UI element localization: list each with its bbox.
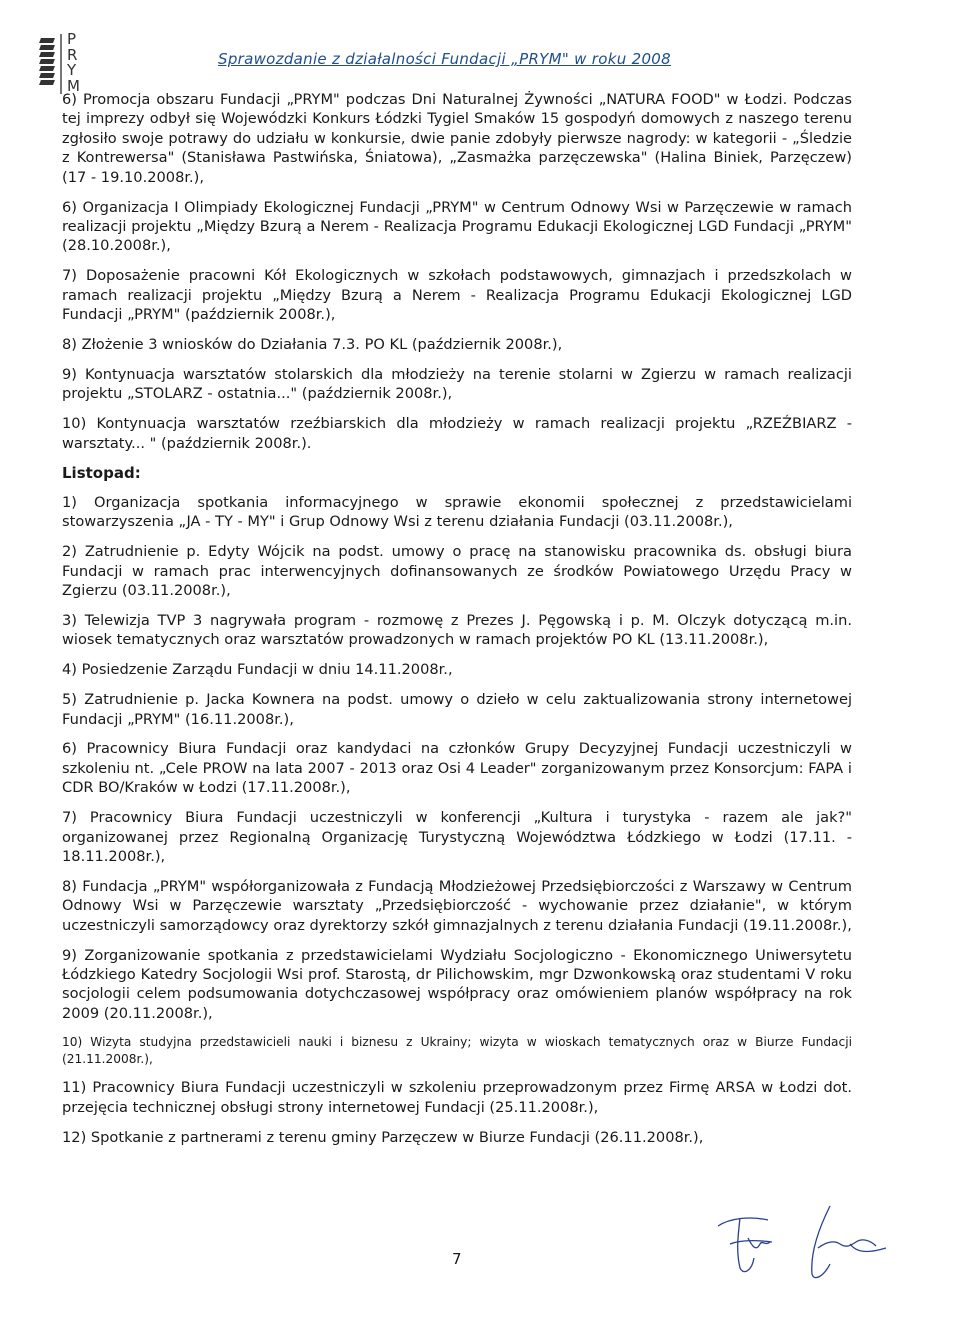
paragraph: 7) Doposażenie pracowni Kół Ekologicznych w szkołach podstawowych, gimnazjach i przedszkolach w ramach realizacji projektu „Między Bzurą a Nerem - Realizacja Programu Edukacji Ekologicznej LGD Fundacji „PRYM" (październik 2008r.), — [62, 267, 852, 324]
logo-stripes-icon — [40, 38, 54, 90]
prym-logo — [40, 30, 100, 96]
paragraph: 4) Posiedzenie Zarządu Fundacji w dniu 14.11.2008r., — [62, 661, 453, 679]
header-title: Sprawozdanie z działalności Fundacji „PRYM" w roku 2008 — [218, 50, 671, 68]
paragraph: 6) Promocja obszaru Fundacji „PRYM" podczas Dni Naturalnej Żywności „NATURA FOOD" w Łodzi. Podczas tej imprezy odbył się Wojewódzki Konkurs Łódzki Tygiel Smaków 15 gospodyń domowych z naszego terenu zgłosiło swoje potrawy do udziału w konkursie, dwie panie zdobyły pierwsze nagrody: w kategorii - „Śledzie z Kontrewersa" (Stanisława Pastwińska, Śniatowa), „Zasmażka parzęczewska" (Halina Biniek, Parzęczew) (17 - 19.10.2008r.), — [62, 91, 852, 186]
paragraph: 9) Kontynuacja warsztatów stolarskich dla młodzieży na terenie stolarni w Zgierzu w ramach realizacji projektu „STOLARZ - ostatnia..." (październik 2008r.), — [62, 365, 852, 403]
paragraph: 9) Zorganizowanie spotkania z przedstawicielami Wydziału Socjologiczno - Ekonomicznego Uniwersytetu Łódzkiego Katedry Socjologii Wsi prof. Starostą, dr Pilichowskim, mgr Dzwonkowską oraz studentami V roku socjologii celem podsumowania dotychczasowej współpracy oraz omówieniem planów współpracy na rok 2009 (20.11.2008r.), — [62, 946, 852, 1022]
logo-divider — [60, 34, 62, 94]
logo-letters — [67, 32, 80, 94]
signature-right-icon — [812, 1206, 886, 1278]
signature-left-icon — [718, 1218, 772, 1272]
paragraph: 8) Złożenie 3 wniosków do Działania 7.3. PO KL (październik 2008r.), — [62, 335, 563, 353]
document-body — [62, 90, 852, 1157]
paragraph: 10) Kontynuacja warsztatów rzeźbiarskich dla młodzieży w ramach realizacji projektu „RZEŹBIARZ - warsztaty... " (październik 2008r.). — [62, 415, 852, 452]
paragraph: 3) Telewizja TVP 3 nagrywała program - rozmowę z Prezes J. Pęgowską i p. M. Olczyk dotyczącą m.in. wiosek tematycznych oraz warsztatów prowadzonych w ramach projektów PO KL (13.11.2008r.), — [62, 611, 852, 649]
paragraph: 11) Pracownicy Biura Fundacji uczestniczyli w szkoleniu przeprowadzonym przez Firmę ARSA w Łodzi dot. przejęcia technicznej obsługi strony internetowej Fundacji (25.11.2008r.), — [62, 1079, 852, 1116]
paragraph: 7) Pracownicy Biura Fundacji uczestniczyli w konferencji „Kultura i turystyka - razem ale jak?" organizowanej przez Regionalną Organizację Turystyczną Województwa Łódzkiego w Łodzi (17.11. - 18.11.2008r.), — [62, 809, 852, 865]
logo-letter: M — [67, 76, 80, 95]
paragraph: 10) Wizyta studyjna przedstawicieli nauki i biznesu z Ukrainy; wizyta w wioskach tematycznych oraz w Biurze Fundacji (21.11.2008r.), — [62, 1034, 852, 1066]
paragraph: 6) Organizacja I Olimpiady Ekologicznej Fundacji „PRYM" w Centrum Odnowy Wsi w Parzęczewie w ramach realizacji projektu „Między Bzurą a Nerem - Realizacja Programu Edukacji Ekologicznej LGD Fundacji „PRYM" (28.10.2008r.), — [62, 198, 852, 255]
logo-letter: R — [67, 45, 78, 64]
paragraph: 12) Spotkanie z partnerami z terenu gminy Parzęczew w Biurze Fundacji (26.11.2008r.), — [62, 1128, 704, 1146]
paragraph: 1) Organizacja spotkania informacyjnego w sprawie ekonomii społecznej z przedstawicielami stowarzyszenia „JA - TY - MY" i Grup Odnowy Wsi z terenu działania Fundacji (03.11.2008r.), — [62, 493, 852, 531]
paragraph: 8) Fundacja „PRYM" współorganizowała z Fundacją Młodzieżowej Przedsiębiorczości z Warszawy w Centrum Odnowy Wsi w Parzęczewie warsztaty „Przedsiębiorczość - wychowanie przez działanie", w którym uczestniczyli samorządowcy oraz dyrektorzy szkół gimnazjalnych z terenu działania Fundacji (19.11.2008r.), — [62, 877, 852, 934]
logo-letter: P — [67, 30, 77, 48]
paragraph: 5) Zatrudnienie p. Jacka Kownera na podst. umowy o dzieło w celu zaktualizowania strony internetowej Fundacji „PRYM" (16.11.2008r.), — [62, 691, 852, 728]
section-heading: Listopad: — [62, 463, 141, 482]
logo-letter: Y — [67, 61, 77, 79]
page-number: 7 — [452, 1250, 462, 1268]
signatures — [700, 1196, 900, 1286]
paragraph: 2) Zatrudnienie p. Edyty Wójcik na podst. umowy o pracę na stanowisku pracownika ds. obsługi biura Fundacji w ramach prac interwencyjnych dofinansowanych ze środków Powiatowego Urzędu Pracy w Zgierzu (03.11.2008r.), — [62, 543, 852, 600]
paragraph: 6) Pracownicy Biura Fundacji oraz kandydaci na członków Grupy Decyzyjnej Fundacji uczestniczyli w szkoleniu nt. „Cele PROW na lata 2007 - 2013 oraz Osi 4 Leader" zorganizowanym przez Konsorcjum: FAPA i CDR BO/Kraków w Łodzi (17.11.2008r.), — [62, 740, 852, 797]
